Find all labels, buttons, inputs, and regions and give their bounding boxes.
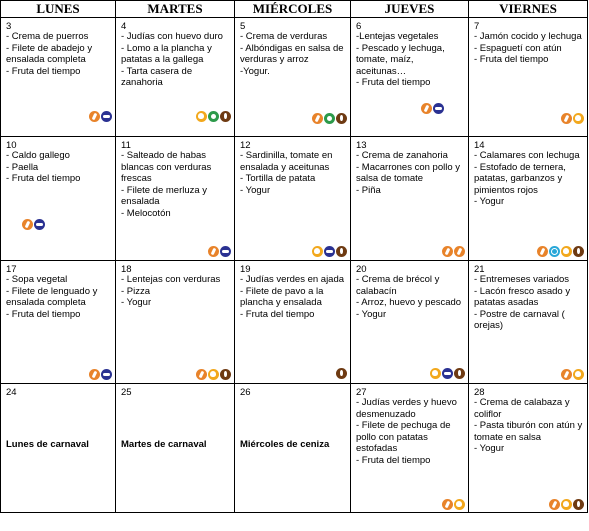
yellow-allergen-icon [196, 111, 207, 122]
allergen-icons [421, 103, 444, 114]
allergen-icons [442, 246, 465, 257]
brown-allergen-icon [573, 499, 584, 510]
allergen-icons [442, 499, 465, 510]
weekday-header-martes: MARTES [116, 1, 235, 18]
yellow-allergen-icon [573, 113, 584, 124]
navy-allergen-icon [34, 219, 45, 230]
navy-allergen-icon [442, 368, 453, 379]
navy-allergen-icon [101, 369, 112, 380]
allergen-icons [196, 369, 231, 380]
day-cell [1, 18, 116, 137]
brown-allergen-icon [573, 246, 584, 257]
weekday-header-row [1, 1, 588, 18]
yellow-allergen-icon [561, 246, 572, 257]
weekday-header-miercoles: MIÉRCOLES [235, 1, 351, 18]
menu-text: -Lentejas vegetales - Pescado y lechuga, tomate, maíz, aceitunas… - Fruta del tiempo [356, 31, 445, 89]
day-number: 26 [240, 387, 251, 398]
holiday-label: Miércoles de ceniza [240, 439, 330, 450]
day-number: 21 [474, 264, 485, 275]
yellow-allergen-icon [573, 369, 584, 380]
day-number: 17 [6, 264, 17, 275]
allergen-icons [430, 368, 465, 379]
day-cell [469, 18, 588, 137]
orange-allergen-icon [421, 103, 432, 114]
day-number: 5 [240, 21, 246, 32]
navy-allergen-icon [101, 111, 112, 122]
weekday-header-jueves: JUEVES [351, 1, 469, 18]
menu-text: - Lentejas con verduras - Pizza - Yogur [121, 274, 221, 309]
day-cell [1, 261, 116, 384]
orange-allergen-icon [561, 369, 572, 380]
day-number: 14 [474, 140, 485, 151]
menu-text: - Judías con huevo duro - Lomo a la plancha y patatas a la gallega - Tarta casera de zanahoria [121, 31, 223, 89]
day-cell [351, 384, 469, 513]
orange-allergen-icon [454, 246, 465, 257]
day-cell [469, 137, 588, 261]
day-cell [235, 18, 351, 137]
brown-allergen-icon [220, 369, 231, 380]
day-cell [116, 18, 235, 137]
day-number: 18 [121, 264, 132, 275]
yellow-allergen-icon [430, 368, 441, 379]
day-cell [116, 261, 235, 384]
allergen-icons [22, 219, 45, 230]
orange-allergen-icon [561, 113, 572, 124]
allergen-icons [561, 113, 584, 124]
day-cell [1, 137, 116, 261]
day-cell [235, 261, 351, 384]
day-number: 10 [6, 140, 17, 151]
day-cell [235, 384, 351, 513]
orange-allergen-icon [208, 246, 219, 257]
orange-allergen-icon [89, 369, 100, 380]
day-cell [351, 18, 469, 137]
day-cell [469, 384, 588, 513]
week-row [1, 384, 588, 513]
menu-text: - Judías verdes en ajada - Filete de pavo a la plancha y ensalada - Fruta del tiempo [240, 274, 345, 320]
orange-allergen-icon [549, 499, 560, 510]
day-number: 3 [6, 21, 12, 32]
menu-text: - Crema de brécol y calabacín - Arroz, huevo y pescado - Yogur [356, 274, 462, 320]
day-number: 27 [356, 387, 367, 398]
day-number: 11 [121, 140, 131, 151]
brown-allergen-icon [336, 113, 347, 124]
yellow-allergen-icon [561, 499, 572, 510]
menu-text: - Crema de calabaza y coliflor - Pasta tiburón con atún y tomate en salsa - Yogur [474, 397, 583, 455]
day-cell [469, 261, 588, 384]
holiday-label: Martes de carnaval [121, 439, 207, 450]
day-number: 13 [356, 140, 367, 151]
menu-text: - Crema de puerros - Filete de abadejo y ensalada completa - Fruta del tiempo [6, 31, 93, 77]
brown-allergen-icon [220, 111, 231, 122]
brown-allergen-icon [336, 368, 347, 379]
green-allergen-icon [208, 111, 219, 122]
menu-text: - Calamares con lechuga - Estofado de ternera, patatas, garbanzos y pimientos rojos - Yogur [474, 150, 580, 208]
allergen-icons [312, 246, 347, 257]
yellow-allergen-icon [454, 499, 465, 510]
menu-text: - Judías verdes y huevo desmenuzado - Filete de pechuga de pollo con patatas estofadas - Fruta del tiempo [356, 397, 457, 466]
allergen-icons [549, 499, 584, 510]
menu-text: - Sardinilla, tomate en ensalada y aceitunas - Tortilla de patata - Yogur [240, 150, 333, 196]
menu-text: - Entremeses variados - Lacón fresco asado y patatas asadas - Postre de carnaval ( orejas) [474, 274, 571, 332]
orange-allergen-icon [442, 499, 453, 510]
week-row [1, 137, 588, 261]
navy-allergen-icon [220, 246, 231, 257]
allergen-icons [537, 246, 584, 257]
orange-allergen-icon [537, 246, 548, 257]
week-row [1, 18, 588, 137]
day-number: 25 [121, 387, 132, 398]
orange-allergen-icon [442, 246, 453, 257]
allergen-icons [89, 111, 112, 122]
orange-allergen-icon [312, 113, 323, 124]
green-allergen-icon [324, 113, 335, 124]
day-cell [351, 261, 469, 384]
orange-allergen-icon [196, 369, 207, 380]
day-cell [351, 137, 469, 261]
navy-allergen-icon [433, 103, 444, 114]
menu-text: - Crema de zanahoria - Macarrones con pollo y salsa de tomate - Piña [356, 150, 461, 196]
day-number: 4 [121, 21, 127, 32]
brown-allergen-icon [336, 246, 347, 257]
menu-text: - Crema de verduras - Albóndigas en salsa de verduras y arroz -Yogur. [240, 31, 344, 77]
day-number: 24 [6, 387, 17, 398]
orange-allergen-icon [89, 111, 100, 122]
day-cell [116, 137, 235, 261]
allergen-icons [312, 113, 347, 124]
menu-text: - Salteado de habas blancas con verduras frescas - Filete de merluza y ensalada - Melocotón [121, 150, 212, 219]
allergen-icons [208, 246, 231, 257]
day-cell [235, 137, 351, 261]
holiday-label: Lunes de carnaval [6, 439, 89, 450]
day-number: 19 [240, 264, 251, 275]
orange-allergen-icon [22, 219, 33, 230]
navy-allergen-icon [324, 246, 335, 257]
allergen-icons [89, 369, 112, 380]
weekday-header-lunes: LUNES [1, 1, 116, 18]
allergen-icons [336, 368, 347, 379]
day-cell [1, 384, 116, 513]
menu-text: - Jamón cocido y lechuga - Espaguetí con atún - Fruta del tiempo [474, 31, 582, 66]
cyan-allergen-icon [549, 246, 560, 257]
menu-text: - Caldo gallego - Paella - Fruta del tiempo [6, 150, 81, 185]
yellow-allergen-icon [208, 369, 219, 380]
day-number: 28 [474, 387, 485, 398]
weekday-header-viernes: VIERNES [469, 1, 588, 18]
day-number: 12 [240, 140, 251, 151]
menu-text: - Sopa vegetal - Filete de lenguado y ensalada completa - Fruta del tiempo [6, 274, 98, 320]
day-number: 6 [356, 21, 362, 32]
brown-allergen-icon [454, 368, 465, 379]
yellow-allergen-icon [312, 246, 323, 257]
allergen-icons [561, 369, 584, 380]
day-number: 7 [474, 21, 480, 32]
day-number: 20 [356, 264, 367, 275]
allergen-icons [196, 111, 231, 122]
day-cell [116, 384, 235, 513]
week-row [1, 261, 588, 384]
